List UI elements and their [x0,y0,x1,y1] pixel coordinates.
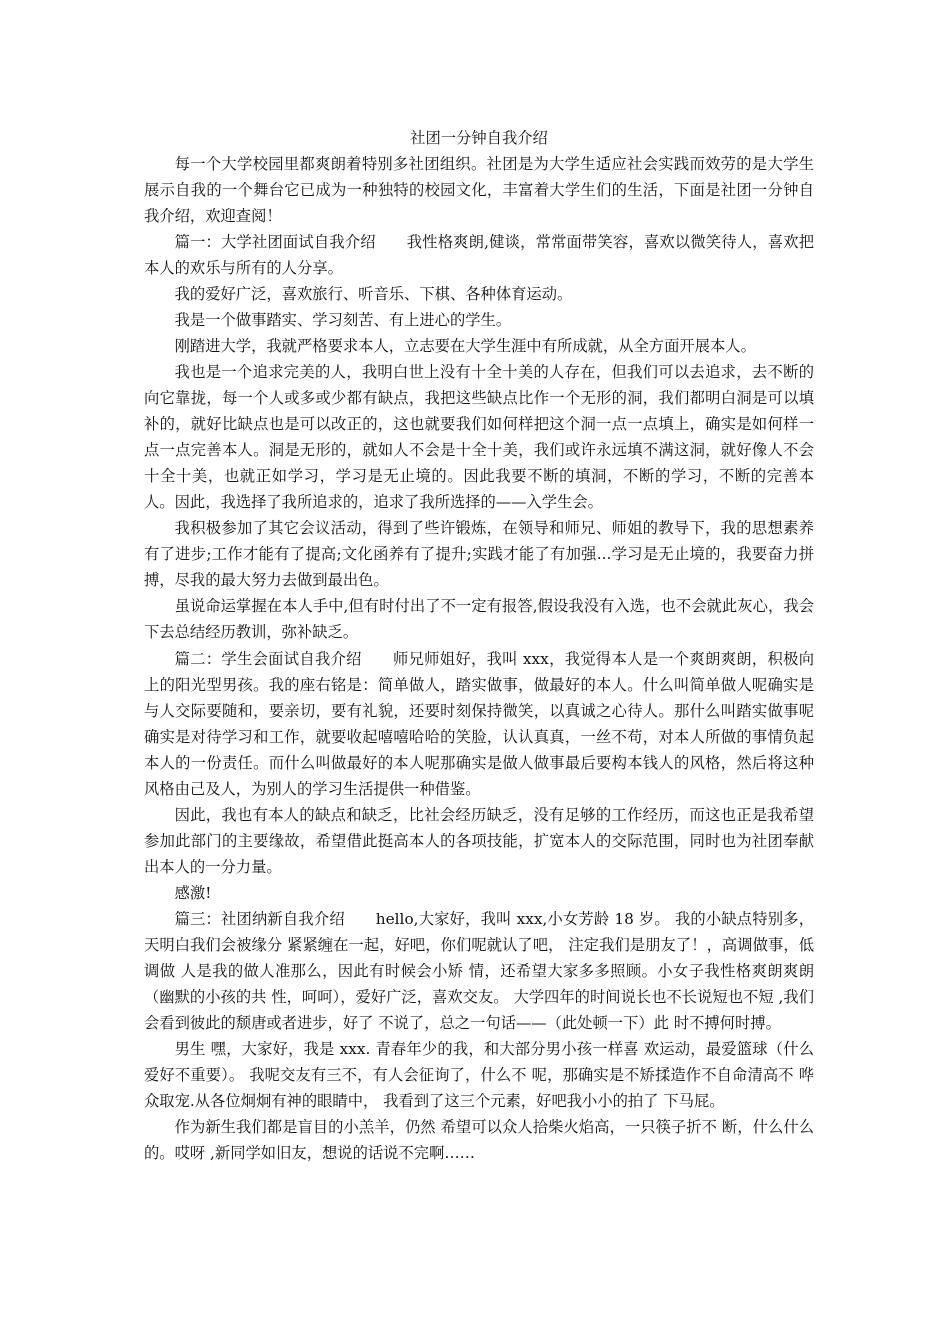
university-paragraph: 刚踏进大学，我就严格要求本人，立志要在大学生涯中有所成就，从全方面开展本人。 [174,337,756,355]
document-page [144,125,814,1166]
chapter3-paragraph: 篇三：社团纳新自我介绍 hello,大家好，我叫 xxx,小女芳龄 18 岁。 我的小缺点特别多，天明白我们会被缘分 紧紧缠在一起，好吧，你们呢就认了吧， 注定我们是朋友了！，高调做事，低调做 人是我的做人准那么，因此有时候会小矫 情，还希望大家多多照顾。小女子我性格爽朗爽朗（幽默的小孩的共 性，呵呵），爱好广泛，喜欢交友。 大学四年的时间说长也不长说短也不短 ,我们会看到彼此的颓唐或者进步，好了 不说了，总之一句话——（此处顿一下）此 时不搏何时搏。 [144,910,814,1032]
chapter1-paragraph: 篇一：大学社团面试自我介绍 我性格爽朗,健谈，常常面带笑容，喜欢以微笑待人，喜欢把本人的欢乐与所有的人分享。 [144,233,814,277]
chapter2-paragraph: 篇二：学生会面试自我介绍 师兄师姐好，我叫 xxx，我觉得本人是一个爽朗爽朗，积极向上的阳光型男孩。我的座右铭是：简单做人，踏实做事，做最好的本人。什么叫简单做人呢确实是与人交际要随和，要亲切，要有礼貌，还要时刻保持微笑，以真诚之心待人。那什么叫踏实做事呢确实是对待学习和工作，就要收起嘻嘻哈哈的笑脸，认认真真，一丝不苟，对本人所做的事情负起本人的一份责任。而什么叫做最好的本人呢那确实是做人做事最后要构本钱人的风格，然后将这种风格由己及人，为别人的学习生活提供一种借鉴。 [144,650,814,798]
hobbies-paragraph: 我的爱好广泛，喜欢旅行、听音乐、下棋、各种体育运动。 [174,285,573,303]
fate-paragraph: 虽说命运掌握在本人手中,但有时付出了不一定有报答,假设我没有入选，也不会就此灰心，我会下去总结经历教训，弥补缺乏。 [144,597,814,641]
closing-paragraph: 作为新生我们都是盲目的小羔羊，仍然 希望可以众人拾柴火焰高，一只筷子折不 断，什么什么的。哎呀 ,新同学如旧友，想说的话说不完啊…… [144,1118,814,1162]
activities-paragraph: 我积极参加了其它会议活动，得到了些许锻炼，在领导和师兄、师姐的教导下，我的思想素养有了进步;工作才能有了提高;文化函养有了提升;实践才能了有加强...学习是无止境的，我要奋力拼搏，尽我的最大努力去做到最出色。 [144,519,814,589]
intro-paragraph: 每一个大学校园里都爽朗着特别多社团组织。社团是为大学生适应社会实践而效劳的是大学生展示自我的一个舞台它已成为一种独特的校园文化，丰富着大学生们的生活，下面是社团一分钟自我介绍，欢迎查阅！ [144,155,814,225]
thanks-paragraph: 感激! [174,884,212,902]
document-title: 社团一分钟自我介绍 [410,129,548,147]
shortcomings-paragraph: 因此，我也有本人的缺点和缺乏，比社会经历缺乏，没有足够的工作经历，而这也正是我希望参加此部门的主要缘故，希望借此挺高本人的各项技能，扩宽本人的交际范围，同时也为社团奉献出本人的一分力量。 [144,806,814,876]
student-paragraph: 我是一个做事踏实、学习刻苦、有上进心的学生。 [174,311,512,329]
perfection-paragraph: 我也是一个追求完美的人，我明白世上没有十全十美的人存在，但我们可以去追求，去不断的向它靠拢，每一个人或多或少都有缺点，我把这些缺点比作一个无形的洞，我们都明白洞是可以填补的，就好比缺点也是可以改正的，这也就要我们如何样把这个洞一点一点填上，确实是如何样一点一点完善本人。洞是无形的，就如人不会是十全十美，我们或许永远填不满这洞，就好像人不会十全十美，也就正如学习，学习是无止境的。因此我要不断的填洞，不断的学习，不断的完善本人。因此，我选择了我所追求的，追求了我所选择的——入学生会。 [144,363,814,511]
male-intro-paragraph: 男生 嘿，大家好，我是 xxx. 青春年少的我，和大部分男小孩一样喜 欢运动，最爱篮球（什么爱好不重要）。 我呢交友有三不，有人会征询了，什么不 呢，那确实是不矫揉造作不自命清高不 哗众取宠.从各位炯炯有神的眼睛中， 我看到了这三个元素，好吧我小小的拍了 下马屁。 [144,1040,814,1110]
